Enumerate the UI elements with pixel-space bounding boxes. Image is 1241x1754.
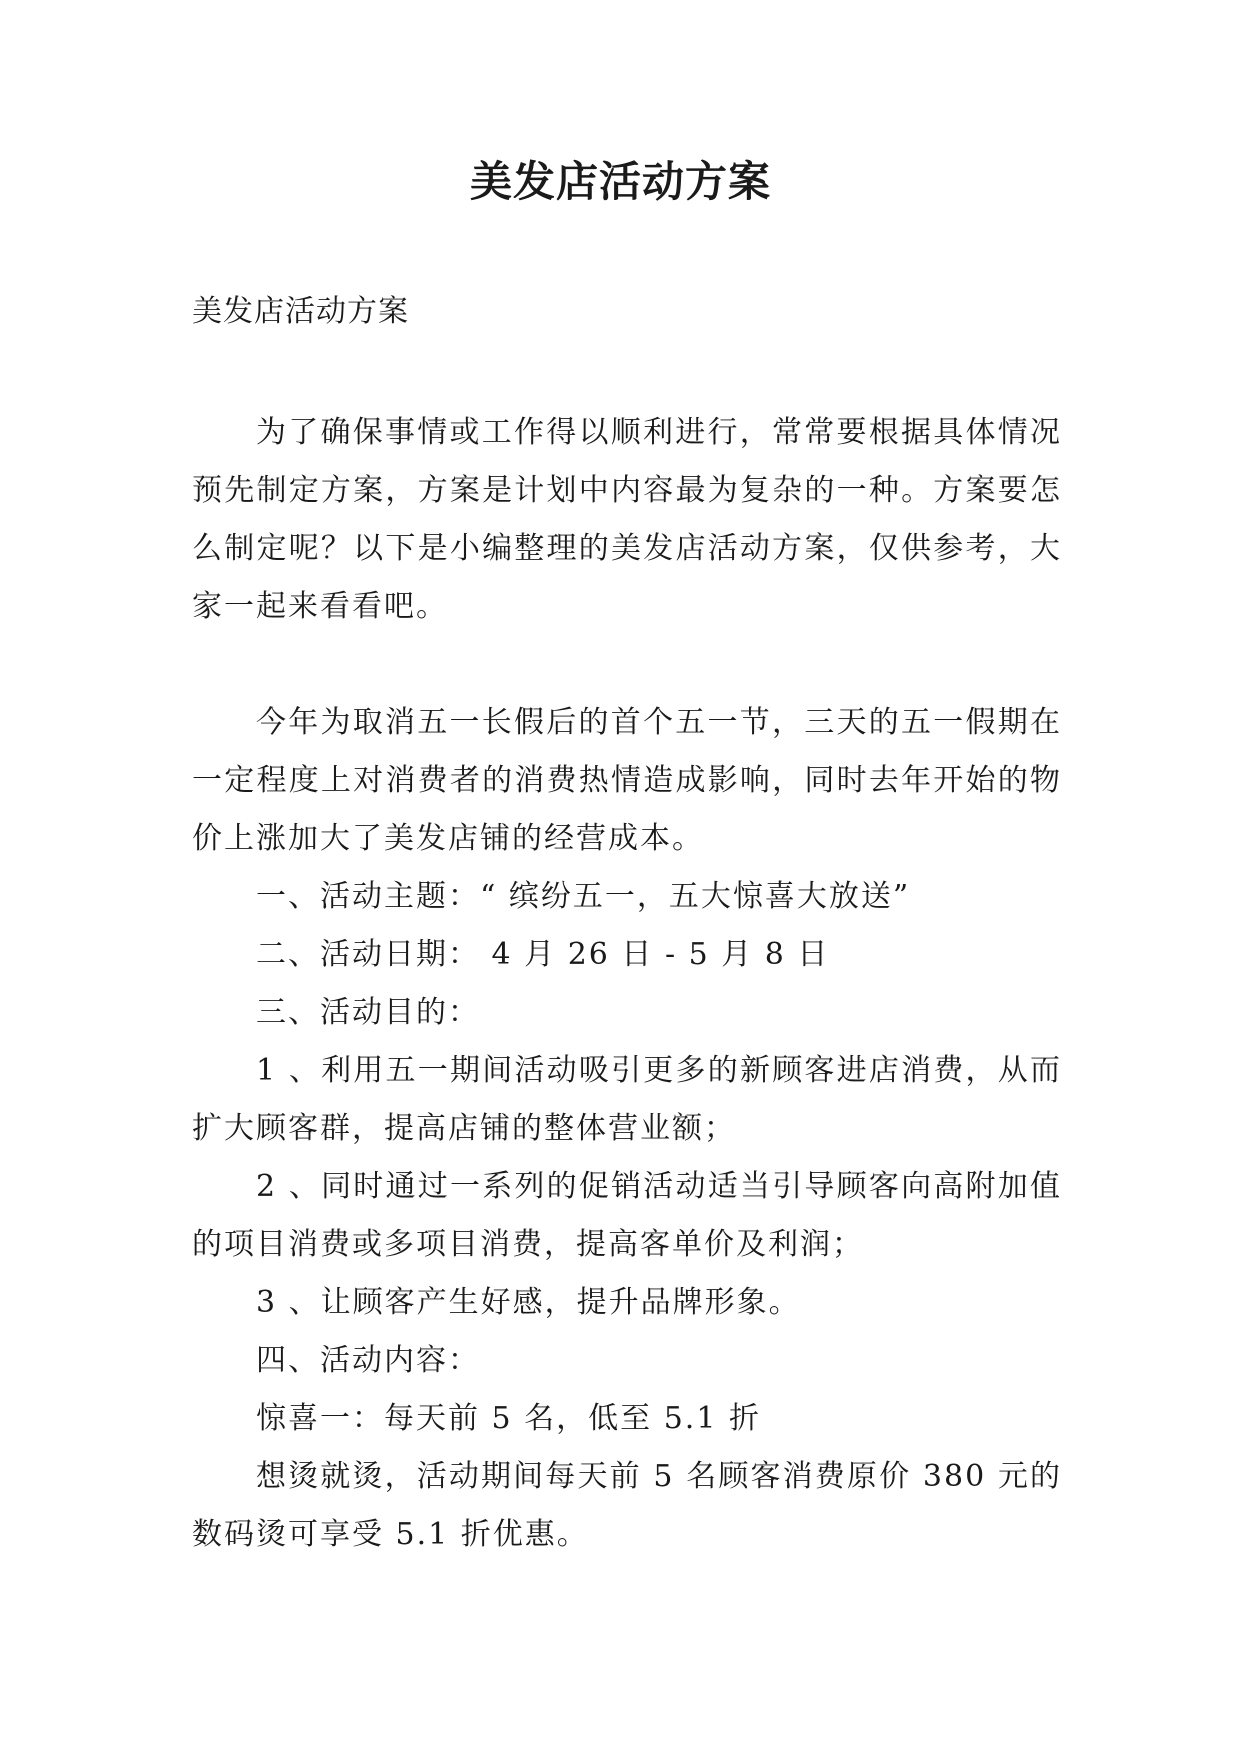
main-section xyxy=(192,694,1062,1564)
intro-section xyxy=(192,404,1062,636)
date-line: 二、活动日期： 4 月 26 日 - 5 月 8 日 xyxy=(256,937,830,972)
purpose-heading: 三、活动目的： xyxy=(256,995,480,1030)
document-subtitle: 美发店活动方案 xyxy=(192,294,409,329)
purpose-item-1: 1 、利用五一期间活动吸引更多的新顾客进店消费，从而扩大顾客群，提高店铺的整体营业额； xyxy=(192,1053,1062,1146)
surprise-1-title: 惊喜一：每天前 5 名，低至 5.1 折 xyxy=(256,1401,761,1436)
document-title: 美发店活动方案 xyxy=(469,157,771,206)
surprise-1-text: 想烫就烫，活动期间每天前 5 名顾客消费原价 380 元的数码烫可享受 5.1 折优惠。 xyxy=(192,1459,1062,1552)
background-paragraph: 今年为取消五一长假后的首个五一节，三天的五一假期在一定程度上对消费者的消费热情造成影响，同时去年开始的物价上涨加大了美发店铺的经营成本。 xyxy=(192,705,1062,856)
intro-paragraph: 为了确保事情或工作得以顺利进行，常常要根据具体情况预先制定方案，方案是计划中内容最为复杂的一种。方案要怎么制定呢？以下是小编整理的美发店活动方案，仅供参考，大家一起来看看吧。 xyxy=(192,415,1062,624)
purpose-item-2: 2 、同时通过一系列的促销活动适当引导顾客向高附加值的项目消费或多项目消费，提高客单价及利润； xyxy=(192,1169,1062,1262)
theme-line: 一、活动主题：“ 缤纷五一，五大惊喜大放送” xyxy=(256,879,911,914)
content-heading: 四、活动内容： xyxy=(256,1343,480,1378)
purpose-item-3: 3 、让顾客产生好感，提升品牌形象。 xyxy=(256,1285,801,1320)
